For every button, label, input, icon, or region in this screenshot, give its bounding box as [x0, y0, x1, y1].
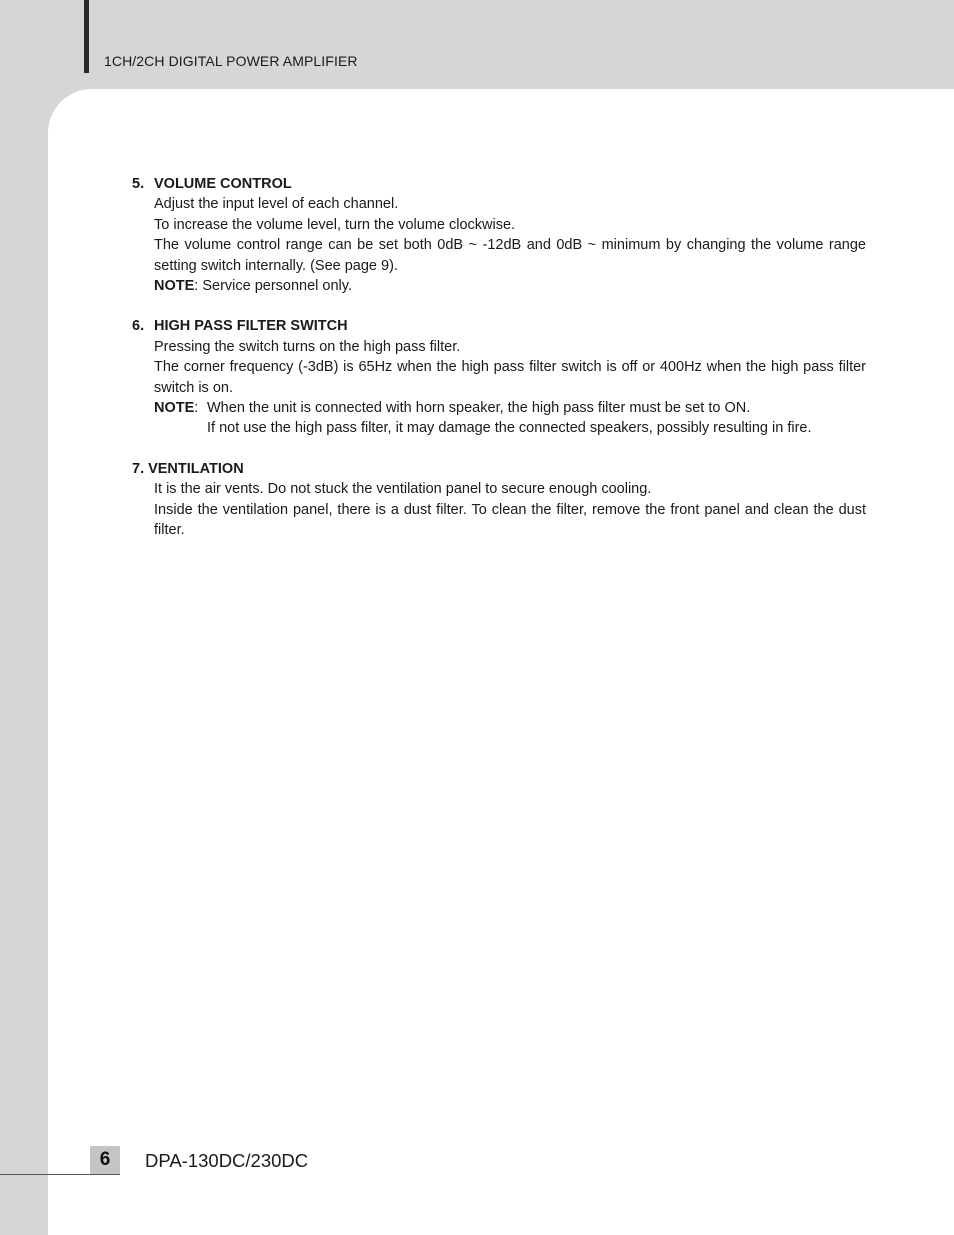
section-number: 5.	[132, 176, 145, 192]
section-ventilation	[132, 459, 866, 541]
note	[154, 276, 866, 296]
section-body	[132, 194, 866, 296]
paragraph: Adjust the input level of each channel.	[154, 196, 399, 213]
paragraph: Inside the ventilation panel, there is a dust filter. To clean the filter, remove the front panel and clean the dust filter.	[154, 501, 866, 539]
section-body	[132, 479, 866, 540]
note-separator: :	[194, 400, 199, 417]
section-title: VENTILATION	[148, 460, 244, 477]
paragraph: To increase the volume level, turn the volume clockwise.	[154, 216, 516, 233]
paragraph: The volume control range can be set both 0dB ~ -12dB and 0dB ~ minimum by changing the volume range setting switch internally. (See page 9).	[154, 237, 866, 274]
note-lead	[154, 398, 207, 418]
footer-model-name: DPA-130DC/230DC	[145, 1150, 309, 1171]
note	[154, 398, 866, 418]
section-high-pass-filter-switch	[132, 316, 866, 438]
page-number: 6	[90, 1146, 120, 1174]
content-body	[132, 174, 866, 561]
section-body	[132, 337, 866, 439]
header-accent-bar	[84, 0, 89, 73]
note-label: NOTE	[154, 400, 195, 417]
running-header-title: 1CH/2CH DIGITAL POWER AMPLIFIER	[104, 53, 358, 69]
section-title: VOLUME CONTROL	[154, 176, 292, 192]
note-text: : Service personnel only.	[194, 278, 352, 295]
section-number: 6.	[132, 318, 145, 335]
section-title: HIGH PASS FILTER SWITCH	[154, 318, 348, 335]
note-text: When the unit is connected with horn speaker, the high pass filter must be set to ON.	[207, 400, 751, 417]
paragraph: The corner frequency (-3dB) is 65Hz when the high pass filter switch is off or 400Hz when the high pass filter switch is on.	[154, 359, 866, 396]
section-number: 7.	[132, 460, 145, 477]
paragraph: Pressing the switch turns on the high pass filter.	[154, 338, 461, 355]
note-continuation: If not use the high pass filter, it may damage the connected speakers, possibly resulting in fire.	[207, 420, 812, 437]
paragraph: It is the air vents. Do not stuck the ventilation panel to secure enough cooling.	[154, 481, 652, 498]
section-volume-control	[132, 174, 866, 296]
note-label: NOTE	[154, 278, 195, 295]
section-heading	[132, 316, 866, 336]
section-heading	[132, 174, 866, 194]
footer-rule	[0, 1174, 120, 1175]
section-heading	[132, 459, 866, 479]
